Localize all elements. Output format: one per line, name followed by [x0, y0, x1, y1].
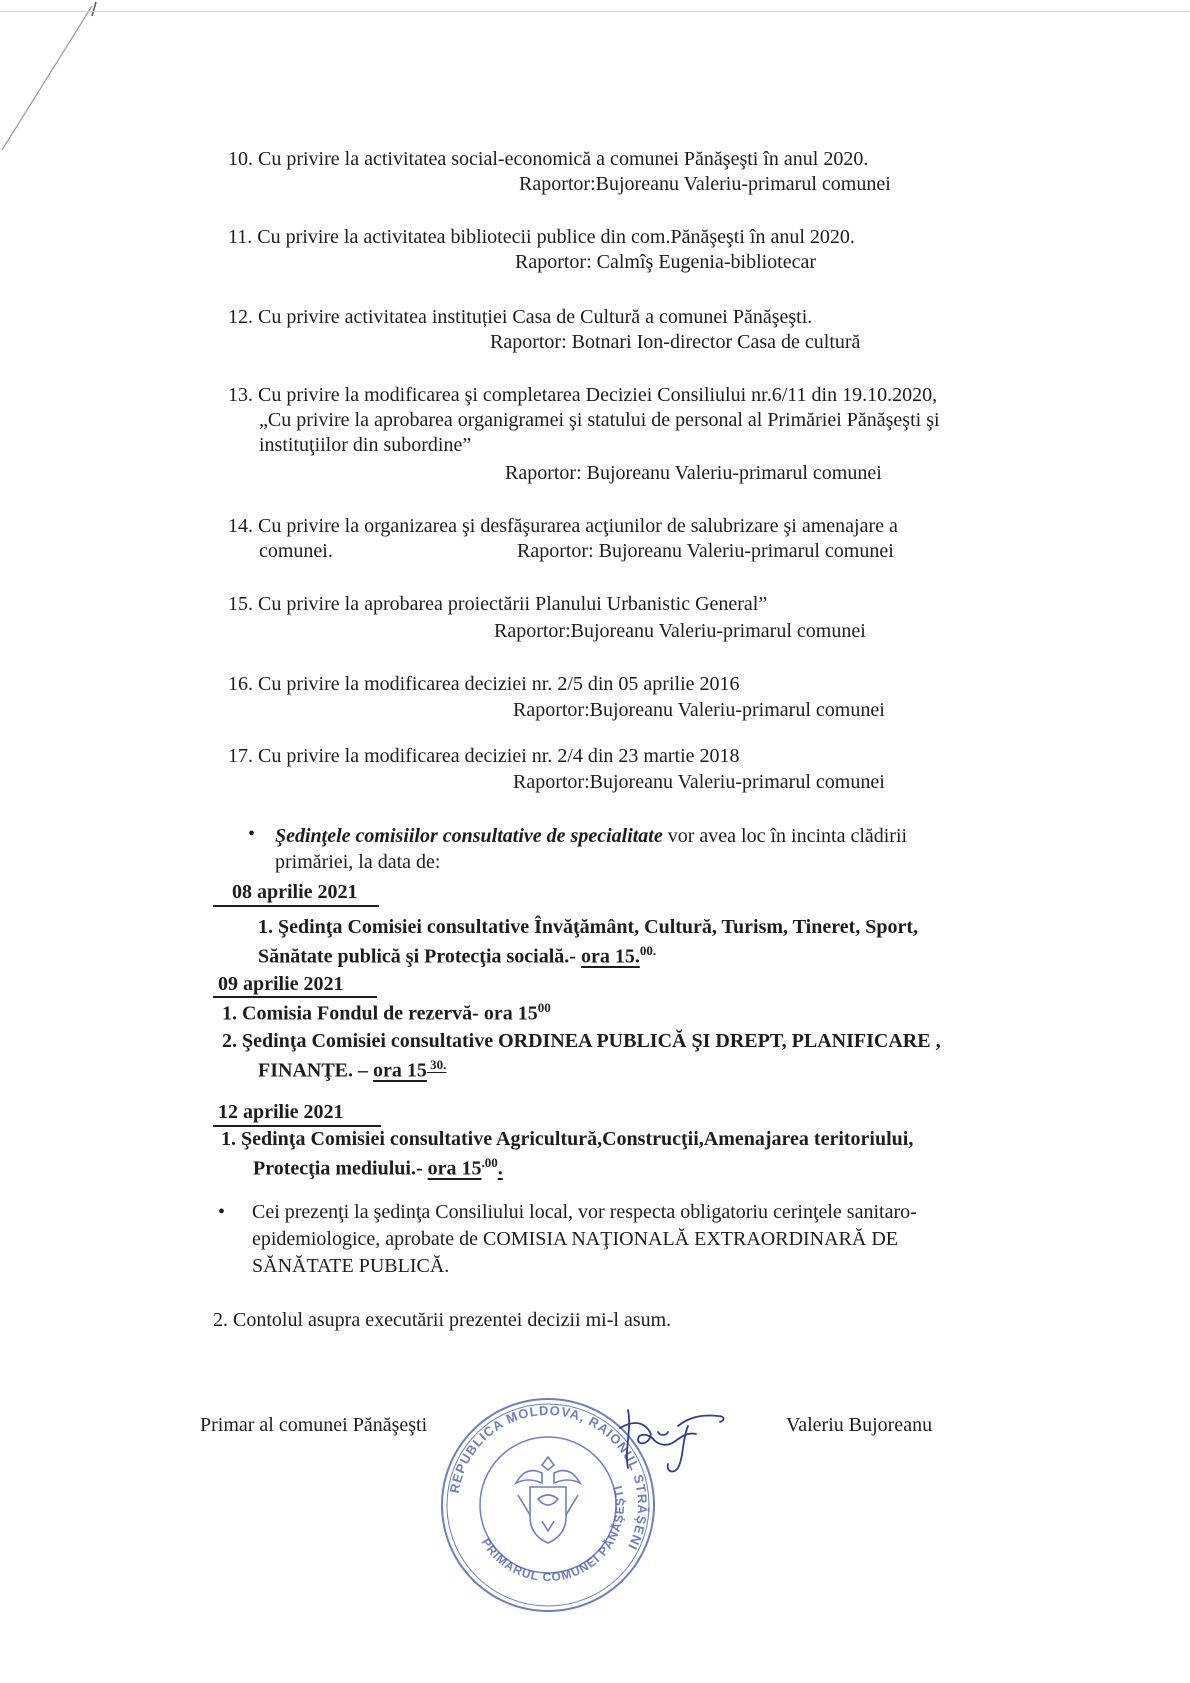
agenda-item-16-rapporteur: Raportor:Bujoreanu Valeriu-primarul comunei: [513, 699, 885, 721]
agenda-item-16: 16. Cu privire la modificarea deciziei nr. 2/5 din 05 aprilie 2016: [228, 673, 740, 695]
agenda-item-12-rapporteur: Raportor: Botnari Ion-director Casa de cultură: [490, 331, 861, 353]
agenda-item-11-rapporteur: Raportor: Calmîş Eugenia-bibliotecar: [515, 251, 817, 273]
commissions-intro-line2: primăriei, la data de:: [275, 851, 441, 873]
agenda-item-17-rapporteur: Raportor:Bujoreanu Valeriu-primarul comunei: [513, 771, 885, 793]
control-clause: 2. Contolul asupra executării prezentei decizii mi-l asum.: [213, 1309, 672, 1331]
date-underline: [213, 1125, 381, 1127]
commission-item: 1. Şedinţa Comisiei consultative Învăţământ, Cultură, Turism, Tineret, Sport,: [258, 916, 919, 938]
agenda-item-17: 17. Cu privire la modificarea deciziei nr. 2/4 din 23 martie 2018: [228, 745, 740, 767]
agenda-item-11: 11. Cu privire la activitatea bibliotecii publice din com.Pănăşeşti în anul 2020.: [228, 226, 855, 248]
agenda-item-15: 15. Cu privire la aprobarea proiectării Planului Urbanistic General”: [228, 593, 768, 615]
commission-date-2: 09 aprilie 2021: [218, 973, 344, 995]
commission-item-continuation: FINANŢE. – ora 15 $^{30.}$: [258, 1057, 447, 1082]
agenda-item-14: 14. Cu privire la organizarea şi desfăşurarea acţiunilor de salubrizare şi amenajare a: [228, 515, 898, 537]
seal-inner-text: PRIMARUL COMUNEI PĂNĂŞEŞTI: [478, 1483, 628, 1585]
agenda-item-12: 12. Cu privire activitatea instituției Casa de Cultură a comunei Pănăşeşti.: [228, 306, 813, 328]
agenda-item-13: 13. Cu privire la modificarea şi completarea Deciziei Consiliului nr.6/11 din 19.10.2020, „Cu privire la aprobarea organigramei şi statului de personal al Primăriei Pănăşeşti şi instituţiilor din subordine”: [228, 384, 940, 456]
notice-line: Cei prezenţi la şedinţa Consiliului local, vor respecta obligatoriu cerinţele sanitaro-: [252, 1201, 917, 1223]
commission-item-continuation: Protecţia mediului.- ora $15^{.00}$.: [253, 1155, 503, 1180]
commission-item: 2. Şedinţa Comisiei consultative ORDINEA PUBLICĂ ŞI DREPT, PLANIFICARE ,: [222, 1030, 941, 1052]
bullet-icon: •: [218, 1201, 226, 1223]
date-underline: [213, 905, 379, 907]
svg-text:PRIMARUL COMUNEI PĂNĂŞEŞTI: [479, 1483, 627, 1584]
mayor-name: Valeriu Bujoreanu: [786, 1414, 933, 1436]
coat-of-arms-icon: [516, 1457, 580, 1543]
seal-outer-text: REPUBLICA MOLDOVA, RAIONUL STRĂŞENI: [446, 1402, 651, 1553]
top-edge-line: [0, 11, 1190, 12]
agenda-item-14-rapporteur: Raportor: Bujoreanu Valeriu-primarul comunei: [517, 540, 894, 562]
agenda-item-10: 10. Cu privire la activitatea social-economică a comunei Pănăşeşti în anul 2020.: [228, 148, 869, 170]
commissions-intro: Şedinţele comisiilor consultative de specialitate vor avea loc în incinta clădirii: [275, 825, 908, 847]
commission-date-1: 08 aprilie 2021: [232, 881, 358, 903]
agenda-item-13-rapporteur: Raportor: Bujoreanu Valeriu-primarul comunei: [505, 462, 882, 484]
commission-item-continuation: Sănătate publică şi Protecţia socială.- ora 15.$^{00.}$: [258, 943, 657, 968]
scan-edge-mark: [0, 0, 120, 170]
agenda-item-10-rapporteur: Raportor:Bujoreanu Valeriu-primarul comunei: [519, 173, 891, 195]
agenda-item-14-continuation: comunei.: [259, 540, 333, 562]
commission-date-3: 12 aprilie 2021: [218, 1101, 344, 1123]
commission-item: 1. Şedinţa Comisiei consultative Agricultură,Construcţii,Amenajarea teritoriului,: [221, 1128, 914, 1150]
notice-line: SĂNĂTATE PUBLICĂ.: [252, 1255, 450, 1277]
bullet-icon: •: [248, 823, 256, 845]
commission-item: 1. Comisia Fondul de rezervă- ora $15^{00}$: [222, 1000, 551, 1025]
agenda-item-15-rapporteur: Raportor:Bujoreanu Valeriu-primarul comunei: [494, 620, 866, 642]
notice-line: epidemiologice, aprobate de COMISIA NAŢIONALĂ EXTRAORDINARĂ DE: [252, 1228, 898, 1250]
handwritten-signature: [618, 1398, 738, 1488]
mayor-title: Primar al comunei Pănăşeşti: [200, 1414, 428, 1436]
date-underline: [213, 996, 377, 998]
